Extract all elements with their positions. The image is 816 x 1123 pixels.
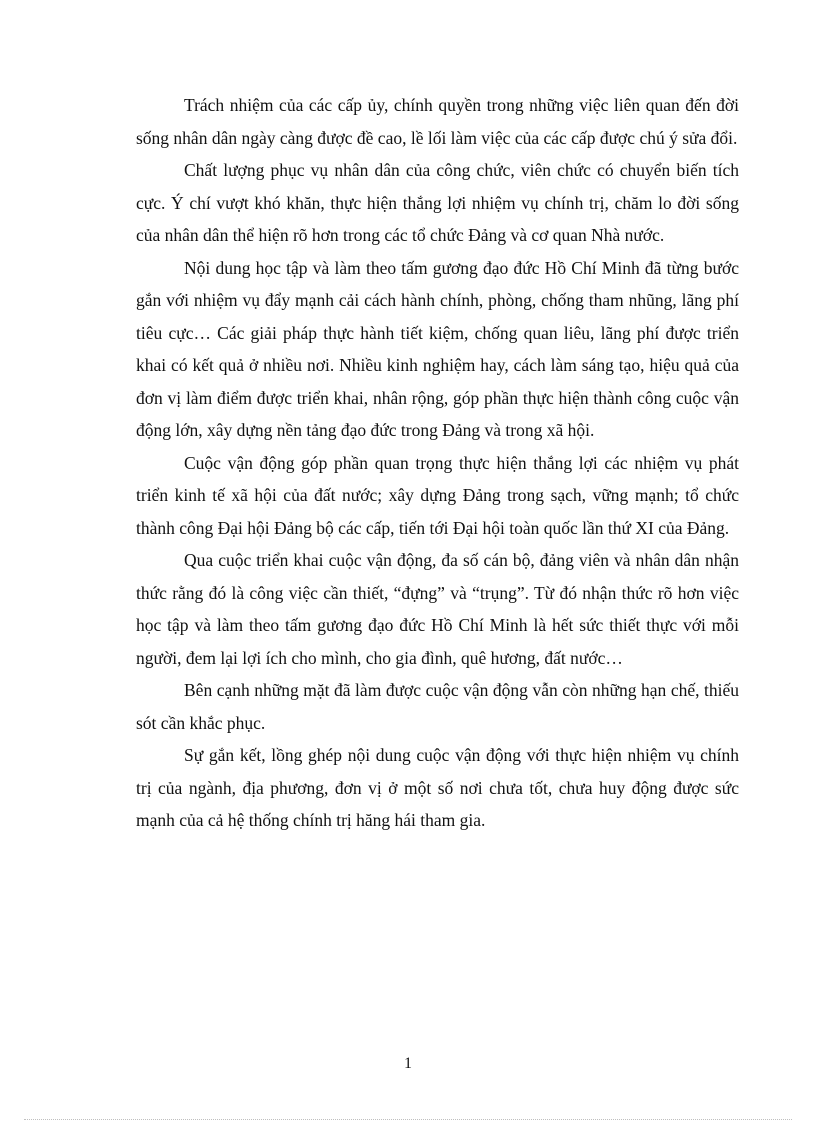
paragraph-6: Bên cạnh những mặt đã làm được cuộc vận động vẫn còn những hạn chế, thiếu sót cần khắc phục. bbox=[136, 680, 739, 733]
paragraph-1: Trách nhiệm của các cấp ủy, chính quyền trong những việc liên quan đến đời sống nhân dân ngày càng được đề cao, lề lối làm việc của các cấp được chú ý sửa đổi. bbox=[136, 95, 739, 148]
paragraph-3: Nội dung học tập và làm theo tấm gương đạo đức Hồ Chí Minh đã từng bước gắn với nhiệm vụ đẩy mạnh cải cách hành chính, phòng, chống tham nhũng, lãng phí tiêu cực… Các giải pháp thực hành tiết kiệm, chống quan liêu, lãng phí được triển khai có kết quả ở nhiều nơi. Nhiều kinh nghiệm hay, cách làm sáng tạo, hiệu quả của đơn vị làm điểm được triển khai, nhân rộng, góp phần thực hiện thành công cuộc vận động lớn, xây dựng nền tảng đạo đức trong Đảng và trong xã hội. bbox=[136, 257, 739, 440]
paragraph-2: Chất lượng phục vụ nhân dân của công chức, viên chức có chuyển biến tích cực. Ý chí vượt khó khăn, thực hiện thắng lợi nhiệm vụ chính trị, chăm lo đời sống của nhân dân thể hiện rõ hơn trong các tổ chức Đảng và cơ quan Nhà nước. bbox=[136, 160, 739, 245]
page-bottom-divider bbox=[24, 1119, 792, 1120]
paragraph-7: Sự gắn kết, lồng ghép nội dung cuộc vận động với thực hiện nhiệm vụ chính trị của ngành, địa phương, đơn vị ở một số nơi chưa tốt, chưa huy động được sức mạnh của cả hệ thống chính trị hăng hái tham gia. bbox=[136, 745, 739, 830]
document-body bbox=[136, 89, 739, 837]
page-number: 1 bbox=[404, 1055, 412, 1072]
paragraph-4: Cuộc vận động góp phần quan trọng thực hiện thắng lợi các nhiệm vụ phát triển kinh tế xã hội của đất nước; xây dựng Đảng trong sạch, vững mạnh; tổ chức thành công Đại hội Đảng bộ các cấp, tiến tới Đại hội toàn quốc lần thứ XI của Đảng. bbox=[136, 452, 739, 538]
paragraph-5: Qua cuộc triển khai cuộc vận động, đa số cán bộ, đảng viên và nhân dân nhận thức rằng đó là công việc cần thiết, “đựng” và “trụng”. Từ đó nhận thức rõ hơn việc học tập và làm theo tấm gương đạo đức Hồ Chí Minh là hết sức thiết thực với mỗi người, đem lại lợi ích cho mình, cho gia đình, quê hương, đất nước… bbox=[136, 550, 739, 668]
